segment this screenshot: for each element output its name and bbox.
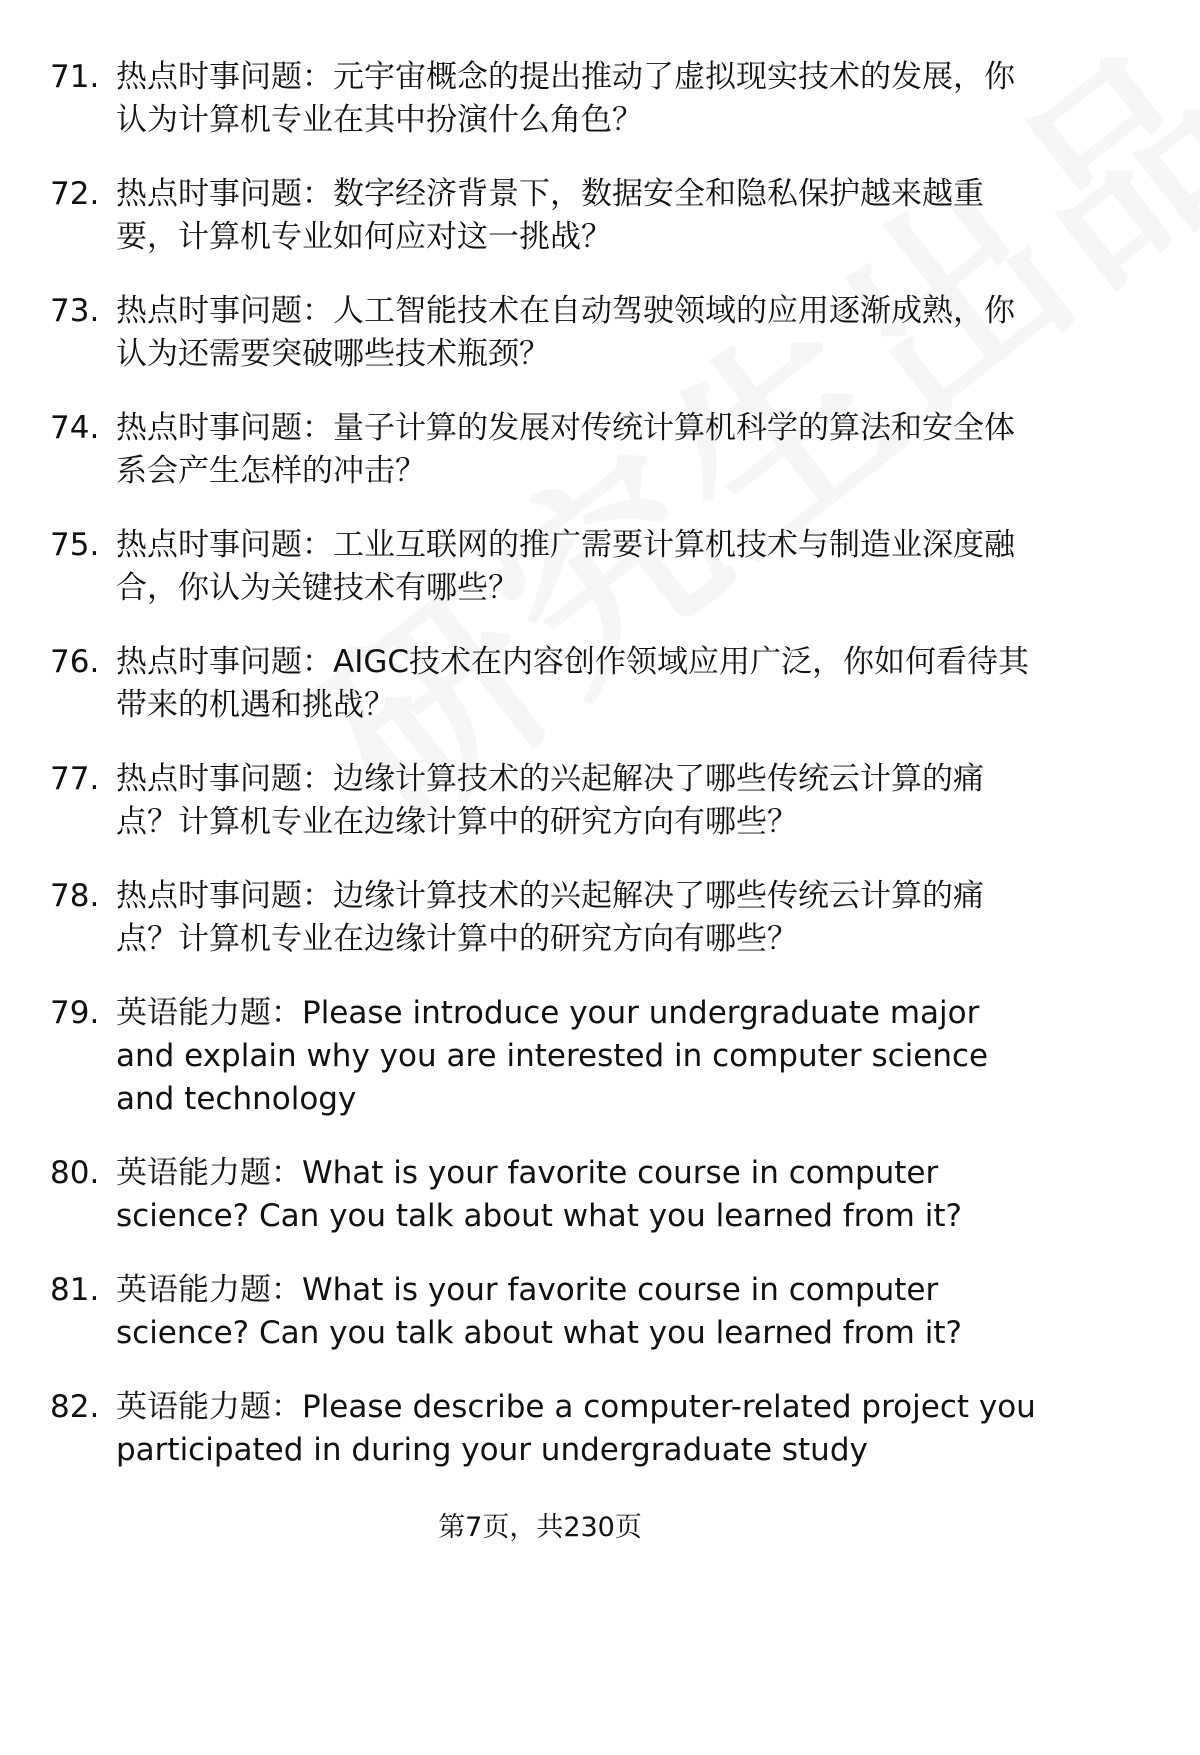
list-item [0, 875, 1080, 961]
question-text: 热点时事问题：边缘计算技术的兴起解决了哪些传统云计算的痛点？计算机专业在边缘计算中的研究方向有哪些？ [116, 878, 984, 957]
question-list [0, 56, 1080, 1503]
list-item [0, 173, 1080, 259]
question-number: 81. [50, 1272, 100, 1308]
page-footer: 第7页，共230页 [438, 1512, 642, 1543]
question-text: 热点时事问题：AIGC技术在内容创作领域应用广泛，你如何看待其带来的机遇和挑战？ [116, 644, 1030, 723]
question-number: 76. [50, 644, 100, 680]
question-number: 77. [50, 761, 100, 797]
question-text: 热点时事问题：元宇宙概念的提出推动了虚拟现实技术的发展，你认为计算机专业在其中扮演什么角色？ [116, 59, 1015, 138]
list-item [0, 56, 1080, 142]
list-item [0, 758, 1080, 844]
question-number: 80. [50, 1155, 100, 1191]
question-number: 72. [50, 176, 100, 212]
question-number: 75. [50, 527, 100, 563]
question-text: 热点时事问题：数字经济背景下，数据安全和隐私保护越来越重要，计算机专业如何应对这一挑战？ [116, 176, 984, 255]
list-item [0, 992, 1080, 1121]
question-text: 热点时事问题：边缘计算技术的兴起解决了哪些传统云计算的痛点？计算机专业在边缘计算中的研究方向有哪些？ [116, 761, 984, 840]
list-item [0, 407, 1080, 493]
list-item [0, 641, 1080, 727]
question-text: 英语能力题：Please introduce your undergraduate major and explain why you are interested in computer science and technology [116, 995, 989, 1117]
question-number: 78. [50, 878, 100, 914]
question-text: 英语能力题：Please describe a computer-related project you participated in during your undergraduate study [116, 1389, 1036, 1468]
question-text: 英语能力题：What is your favorite course in computer science? Can you talk about what you learned from it? [116, 1155, 962, 1234]
question-number: 73. [50, 293, 100, 329]
question-number: 71. [50, 59, 100, 95]
question-text: 英语能力题：What is your favorite course in computer science? Can you talk about what you learned from it? [116, 1272, 962, 1351]
question-number: 74. [50, 410, 100, 446]
question-number: 82. [50, 1389, 100, 1425]
question-number: 79. [50, 995, 100, 1031]
list-item [0, 1269, 1080, 1355]
list-item [0, 290, 1080, 376]
question-text: 热点时事问题：工业互联网的推广需要计算机技术与制造业深度融合，你认为关键技术有哪些？ [116, 527, 1015, 606]
list-item [0, 524, 1080, 610]
list-item [0, 1152, 1080, 1238]
question-text: 热点时事问题：人工智能技术在自动驾驶领域的应用逐渐成熟，你认为还需要突破哪些技术瓶颈？ [116, 293, 1015, 372]
list-item [0, 1386, 1080, 1472]
question-text: 热点时事问题：量子计算的发展对传统计算机科学的算法和安全体系会产生怎样的冲击？ [116, 410, 1015, 489]
